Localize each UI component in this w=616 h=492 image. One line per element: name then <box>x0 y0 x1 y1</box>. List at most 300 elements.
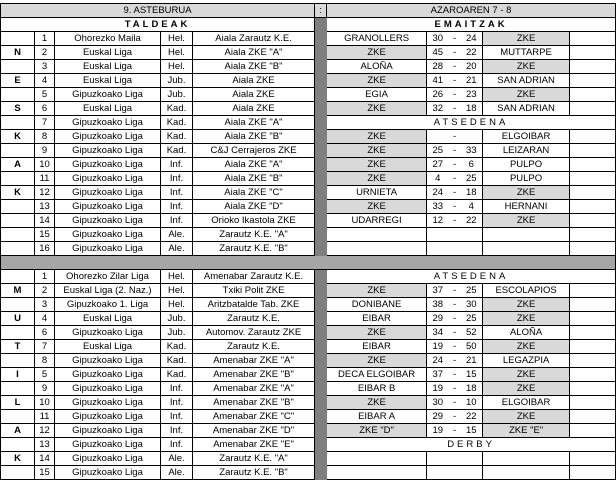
away-score: 18 <box>461 102 483 116</box>
section-letter: A <box>1 158 35 172</box>
women-row <box>1 60 616 74</box>
category: Inf. <box>161 158 193 172</box>
score-dash <box>449 242 461 256</box>
home-score: 30 <box>427 396 449 410</box>
row-number: 6 <box>35 326 55 340</box>
column-divider <box>315 340 327 354</box>
blank-cell <box>570 172 616 186</box>
column-divider <box>315 354 327 368</box>
column-divider <box>315 74 327 88</box>
women-row <box>1 214 616 228</box>
women-row <box>1 228 616 242</box>
score-dash: - <box>449 340 461 354</box>
home-score: 12 <box>427 214 449 228</box>
away-team <box>483 242 570 256</box>
team-name: Amenabar ZKE "A" <box>193 382 315 396</box>
team-name: Zarautz K.E. "A" <box>193 452 315 466</box>
score-dash: - <box>449 46 461 60</box>
women-row <box>1 74 616 88</box>
league-name: Gipuzkoako Liga <box>55 382 161 396</box>
home-team: ZKE <box>327 200 427 214</box>
row-number: 9 <box>35 382 55 396</box>
team-name: Aiala ZKE <box>193 88 315 102</box>
blank-cell <box>570 214 616 228</box>
category: Hel. <box>161 298 193 312</box>
header-colon: : <box>315 4 327 18</box>
home-team: ZKE <box>327 396 427 410</box>
category: Inf. <box>161 186 193 200</box>
column-divider <box>315 452 327 466</box>
home-score: 41 <box>427 74 449 88</box>
blank-cell <box>570 326 616 340</box>
men-row <box>1 410 616 424</box>
score-dash: - <box>449 284 461 298</box>
women-row <box>1 186 616 200</box>
section-letter <box>1 242 35 256</box>
team-name: Amenabar ZKE "D" <box>193 424 315 438</box>
score-dash: - <box>449 102 461 116</box>
match-note: DERBY <box>327 438 616 452</box>
away-score: 50 <box>461 340 483 354</box>
away-team: ELGOIBAR <box>483 396 570 410</box>
section-letter: A <box>1 424 35 438</box>
team-name: Aritzbatalde Tab. ZKE <box>193 298 315 312</box>
league-name: Gipuzkoako Liga <box>55 466 161 480</box>
away-team: ALOÑA <box>483 326 570 340</box>
column-divider <box>315 102 327 116</box>
away-team: ZKE <box>483 214 570 228</box>
away-score: 18 <box>461 382 483 396</box>
away-team: HERNANI <box>483 200 570 214</box>
men-row <box>1 438 616 452</box>
category: Jub. <box>161 88 193 102</box>
home-team: ZKE <box>327 74 427 88</box>
blank-cell <box>570 368 616 382</box>
away-team: LEIZARAN <box>483 144 570 158</box>
away-score: 30 <box>461 298 483 312</box>
teams-title: TALDEAK <box>1 18 315 32</box>
home-score: 30 <box>427 32 449 46</box>
away-score: 22 <box>461 410 483 424</box>
column-divider <box>315 186 327 200</box>
men-row <box>1 452 616 466</box>
section-letter <box>1 60 35 74</box>
home-score: 37 <box>427 284 449 298</box>
home-team: DONIBANE <box>327 298 427 312</box>
section-letter: T <box>1 340 35 354</box>
home-score: 27 <box>427 158 449 172</box>
away-score: 22 <box>461 46 483 60</box>
blank-cell <box>570 424 616 438</box>
league-name: Gipuzkoako Liga <box>55 144 161 158</box>
men-row <box>1 354 616 368</box>
category: Inf. <box>161 172 193 186</box>
league-name: Gipuzkoako Liga <box>55 354 161 368</box>
row-number: 16 <box>35 242 55 256</box>
row-number: 10 <box>35 158 55 172</box>
blank-cell <box>570 452 616 466</box>
home-team: ZKE <box>327 172 427 186</box>
row-number: 5 <box>35 88 55 102</box>
league-name: Gipuzkoako Liga <box>55 326 161 340</box>
women-row <box>1 88 616 102</box>
column-divider <box>315 32 327 46</box>
men-row <box>1 396 616 410</box>
home-team: ZKE <box>327 130 427 144</box>
away-team: ZKE <box>483 312 570 326</box>
away-score: 21 <box>461 74 483 88</box>
league-name: Ohorezko Maila <box>55 32 161 46</box>
section-letter: L <box>1 396 35 410</box>
women-row <box>1 242 616 256</box>
blank-cell <box>570 144 616 158</box>
home-score <box>427 242 449 256</box>
away-score: 15 <box>461 368 483 382</box>
team-name: Aiala ZKE <box>193 74 315 88</box>
home-team <box>327 228 427 242</box>
team-name: Zarautz K.E. "B" <box>193 466 315 480</box>
team-name: Automov. Zarautz ZKE <box>193 326 315 340</box>
category: Kad. <box>161 130 193 144</box>
away-team: SAN ADRIAN <box>483 102 570 116</box>
team-name: Amenabar ZKE "B" <box>193 396 315 410</box>
away-team: ZKE <box>483 88 570 102</box>
category: Inf. <box>161 410 193 424</box>
away-team: SAN ADRIAN <box>483 74 570 88</box>
score-dash: - <box>449 396 461 410</box>
column-divider <box>315 424 327 438</box>
women-row <box>1 172 616 186</box>
category: Kad. <box>161 340 193 354</box>
column-divider <box>315 116 327 130</box>
league-name: Gipuzkoako Liga <box>55 424 161 438</box>
home-team: EIBAR <box>327 312 427 326</box>
category: Jub. <box>161 74 193 88</box>
women-row <box>1 158 616 172</box>
section-letter <box>1 144 35 158</box>
category: Inf. <box>161 382 193 396</box>
score-dash <box>449 452 461 466</box>
women-row <box>1 102 616 116</box>
category: Kad. <box>161 368 193 382</box>
score-dash: - <box>449 382 461 396</box>
column-divider <box>315 200 327 214</box>
away-team: ZKE <box>483 186 570 200</box>
section-letter <box>1 172 35 186</box>
match-note: ATSEDENA <box>327 270 616 284</box>
home-score: 33 <box>427 200 449 214</box>
row-number: 7 <box>35 116 55 130</box>
home-team: ZKE <box>327 144 427 158</box>
away-score: 25 <box>461 312 483 326</box>
home-team: EGIA <box>327 88 427 102</box>
column-divider <box>315 396 327 410</box>
away-score: 6 <box>461 158 483 172</box>
team-name: Aiala ZKE "C" <box>193 186 315 200</box>
home-team: GRANOLLERS <box>327 32 427 46</box>
home-team: ZKE <box>327 326 427 340</box>
row-number: 12 <box>35 186 55 200</box>
blank-cell <box>570 298 616 312</box>
league-name: Euskal Liga <box>55 340 161 354</box>
away-score: 10 <box>461 396 483 410</box>
team-name: Amenabar ZKE "E" <box>193 438 315 452</box>
home-team: EIBAR <box>327 340 427 354</box>
section-letter: K <box>1 130 35 144</box>
section-letter <box>1 228 35 242</box>
section-letter <box>1 200 35 214</box>
row-number: 8 <box>35 354 55 368</box>
away-team: ZKE <box>483 410 570 424</box>
score-dash: - <box>449 298 461 312</box>
row-number: 15 <box>35 228 55 242</box>
league-name: Gipuzkoako Liga <box>55 452 161 466</box>
score-dash: - <box>449 158 461 172</box>
team-name: Aiala ZKE "B" <box>193 130 315 144</box>
category: Ale. <box>161 452 193 466</box>
away-score: 52 <box>461 326 483 340</box>
team-name: Orioko Ikastola ZKE <box>193 214 315 228</box>
blank-cell <box>570 284 616 298</box>
men-row <box>1 382 616 396</box>
away-score <box>461 466 483 480</box>
away-score <box>461 242 483 256</box>
blank-cell <box>570 60 616 74</box>
blank-cell <box>570 228 616 242</box>
category: Jub. <box>161 326 193 340</box>
row-number: 11 <box>35 410 55 424</box>
league-name: Gipuzkoako Liga <box>55 200 161 214</box>
column-divider <box>315 312 327 326</box>
men-row <box>1 424 616 438</box>
home-team: ZKE <box>327 158 427 172</box>
row-number: 4 <box>35 312 55 326</box>
header-row <box>1 4 616 18</box>
blank-cell <box>570 466 616 480</box>
results-title: EMAITZAK <box>327 18 616 32</box>
men-row <box>1 326 616 340</box>
score-dash: - <box>449 172 461 186</box>
column-divider <box>315 410 327 424</box>
home-score: 25 <box>427 144 449 158</box>
blank-cell <box>570 102 616 116</box>
women-row <box>1 116 616 130</box>
league-name: Gipuzkoako Liga <box>55 438 161 452</box>
section-letter: K <box>1 452 35 466</box>
home-team <box>327 452 427 466</box>
men-row <box>1 340 616 354</box>
team-name: Aiala ZKE <box>193 102 315 116</box>
home-team: ZKE <box>327 102 427 116</box>
section-letter: M <box>1 284 35 298</box>
away-team: ZKE <box>483 298 570 312</box>
row-number: 6 <box>35 102 55 116</box>
home-team: ZKE <box>327 46 427 60</box>
women-row <box>1 130 616 144</box>
column-divider <box>315 18 327 32</box>
row-number: 13 <box>35 438 55 452</box>
column-divider <box>315 172 327 186</box>
week-label: 9. ASTEBURUA <box>1 4 315 18</box>
home-score <box>427 228 449 242</box>
home-score <box>427 130 449 144</box>
men-row <box>1 284 616 298</box>
team-name: Amenabar ZKE "A" <box>193 354 315 368</box>
league-name: Euskal Liga <box>55 102 161 116</box>
category: Inf. <box>161 396 193 410</box>
men-row <box>1 298 616 312</box>
home-team: URNIETA <box>327 186 427 200</box>
league-name: Gipuzkoako Liga <box>55 158 161 172</box>
score-dash <box>449 228 461 242</box>
away-team: ELGOIBAR <box>483 130 570 144</box>
row-number: 15 <box>35 466 55 480</box>
home-score: 19 <box>427 382 449 396</box>
team-name: Zarautz K.E. <box>193 340 315 354</box>
score-dash: - <box>449 74 461 88</box>
category: Inf. <box>161 214 193 228</box>
schedule-table <box>0 3 616 480</box>
league-name: Gipuzkoako Liga <box>55 116 161 130</box>
section-letter: N <box>1 46 35 60</box>
score-dash: - <box>449 144 461 158</box>
column-divider <box>315 368 327 382</box>
column-divider <box>315 270 327 284</box>
home-score: 34 <box>427 326 449 340</box>
blank-cell <box>570 46 616 60</box>
team-name: Aiala ZKE "A" <box>193 158 315 172</box>
away-score: 20 <box>461 60 483 74</box>
away-score: 23 <box>461 88 483 102</box>
score-dash: - <box>449 60 461 74</box>
category: Hel. <box>161 284 193 298</box>
home-team: UDARREGI <box>327 214 427 228</box>
blank-cell <box>570 88 616 102</box>
league-name: Gipuzkoako Liga <box>55 214 161 228</box>
league-name: Gipuzkoako Liga <box>55 186 161 200</box>
blank-cell <box>570 200 616 214</box>
score-dash: - <box>449 88 461 102</box>
column-divider <box>315 242 327 256</box>
home-team: EIBAR A <box>327 410 427 424</box>
away-team: MUTTARPE <box>483 46 570 60</box>
away-team: ZKE <box>483 340 570 354</box>
category: Ale. <box>161 242 193 256</box>
league-name: Gipuzkoako Liga <box>55 368 161 382</box>
away-team: PULPO <box>483 172 570 186</box>
row-number: 4 <box>35 74 55 88</box>
team-name: Txiki Polit ZKE <box>193 284 315 298</box>
score-dash: - <box>449 410 461 424</box>
team-name: Zarautz K.E. "B" <box>193 242 315 256</box>
section-letter <box>1 410 35 424</box>
league-name: Gipuzkoako Liga <box>55 88 161 102</box>
league-name: Gipuzkoako Liga <box>55 396 161 410</box>
category: Hel. <box>161 32 193 46</box>
column-divider <box>315 438 327 452</box>
score-dash: - <box>449 32 461 46</box>
women-row <box>1 46 616 60</box>
away-team <box>483 466 570 480</box>
away-team: ESCOLAPIOS <box>483 284 570 298</box>
home-score: 32 <box>427 102 449 116</box>
home-team: ZKE <box>327 354 427 368</box>
home-team <box>327 466 427 480</box>
row-number: 14 <box>35 452 55 466</box>
women-row <box>1 200 616 214</box>
league-name: Gipuzkoako Liga <box>55 242 161 256</box>
section-letter <box>1 270 35 284</box>
men-row <box>1 466 616 480</box>
row-number: 1 <box>35 32 55 46</box>
section-separator <box>1 256 616 270</box>
league-name: Gipuzkoako Liga <box>55 130 161 144</box>
column-divider <box>315 144 327 158</box>
separator-bar <box>1 256 616 270</box>
row-number: 13 <box>35 200 55 214</box>
home-score: 4 <box>427 172 449 186</box>
blank-cell <box>570 354 616 368</box>
category: Hel. <box>161 60 193 74</box>
team-name: Amenabar ZKE "C" <box>193 410 315 424</box>
away-score: 22 <box>461 214 483 228</box>
team-name: Aiala ZKE "D" <box>193 200 315 214</box>
category: Inf. <box>161 424 193 438</box>
home-team: ZKE "D" <box>327 424 427 438</box>
score-dash: - <box>449 312 461 326</box>
blank-cell <box>570 312 616 326</box>
score-dash: - <box>449 368 461 382</box>
blank-cell <box>570 340 616 354</box>
home-team: ALOÑA <box>327 60 427 74</box>
section-letter: E <box>1 74 35 88</box>
blank-cell <box>570 382 616 396</box>
section-letter <box>1 326 35 340</box>
home-score: 26 <box>427 88 449 102</box>
away-score: 15 <box>461 424 483 438</box>
team-name: Amenabar Zarautz K.E. <box>193 270 315 284</box>
away-score: 21 <box>461 354 483 368</box>
blank-cell <box>570 130 616 144</box>
section-letter: S <box>1 102 35 116</box>
blank-cell <box>570 242 616 256</box>
section-letter <box>1 438 35 452</box>
women-row <box>1 32 616 46</box>
section-letter <box>1 116 35 130</box>
section-letter: K <box>1 186 35 200</box>
league-name: Ohorezko Zilar Liga <box>55 270 161 284</box>
section-letter <box>1 382 35 396</box>
women-row <box>1 144 616 158</box>
section-letter <box>1 466 35 480</box>
away-team: PULPO <box>483 158 570 172</box>
score-dash: - <box>449 186 461 200</box>
home-score: 38 <box>427 298 449 312</box>
category: Hel. <box>161 270 193 284</box>
away-score: 4 <box>461 200 483 214</box>
away-score: 25 <box>461 284 483 298</box>
team-name: Zarautz K.E. <box>193 312 315 326</box>
home-score <box>427 466 449 480</box>
category: Ale. <box>161 466 193 480</box>
score-dash: - <box>449 200 461 214</box>
column-divider <box>315 158 327 172</box>
home-team: ZKE <box>327 284 427 298</box>
column-divider <box>315 382 327 396</box>
league-name: Euskal Liga <box>55 46 161 60</box>
column-divider <box>315 228 327 242</box>
away-team: ZKE "E" <box>483 424 570 438</box>
